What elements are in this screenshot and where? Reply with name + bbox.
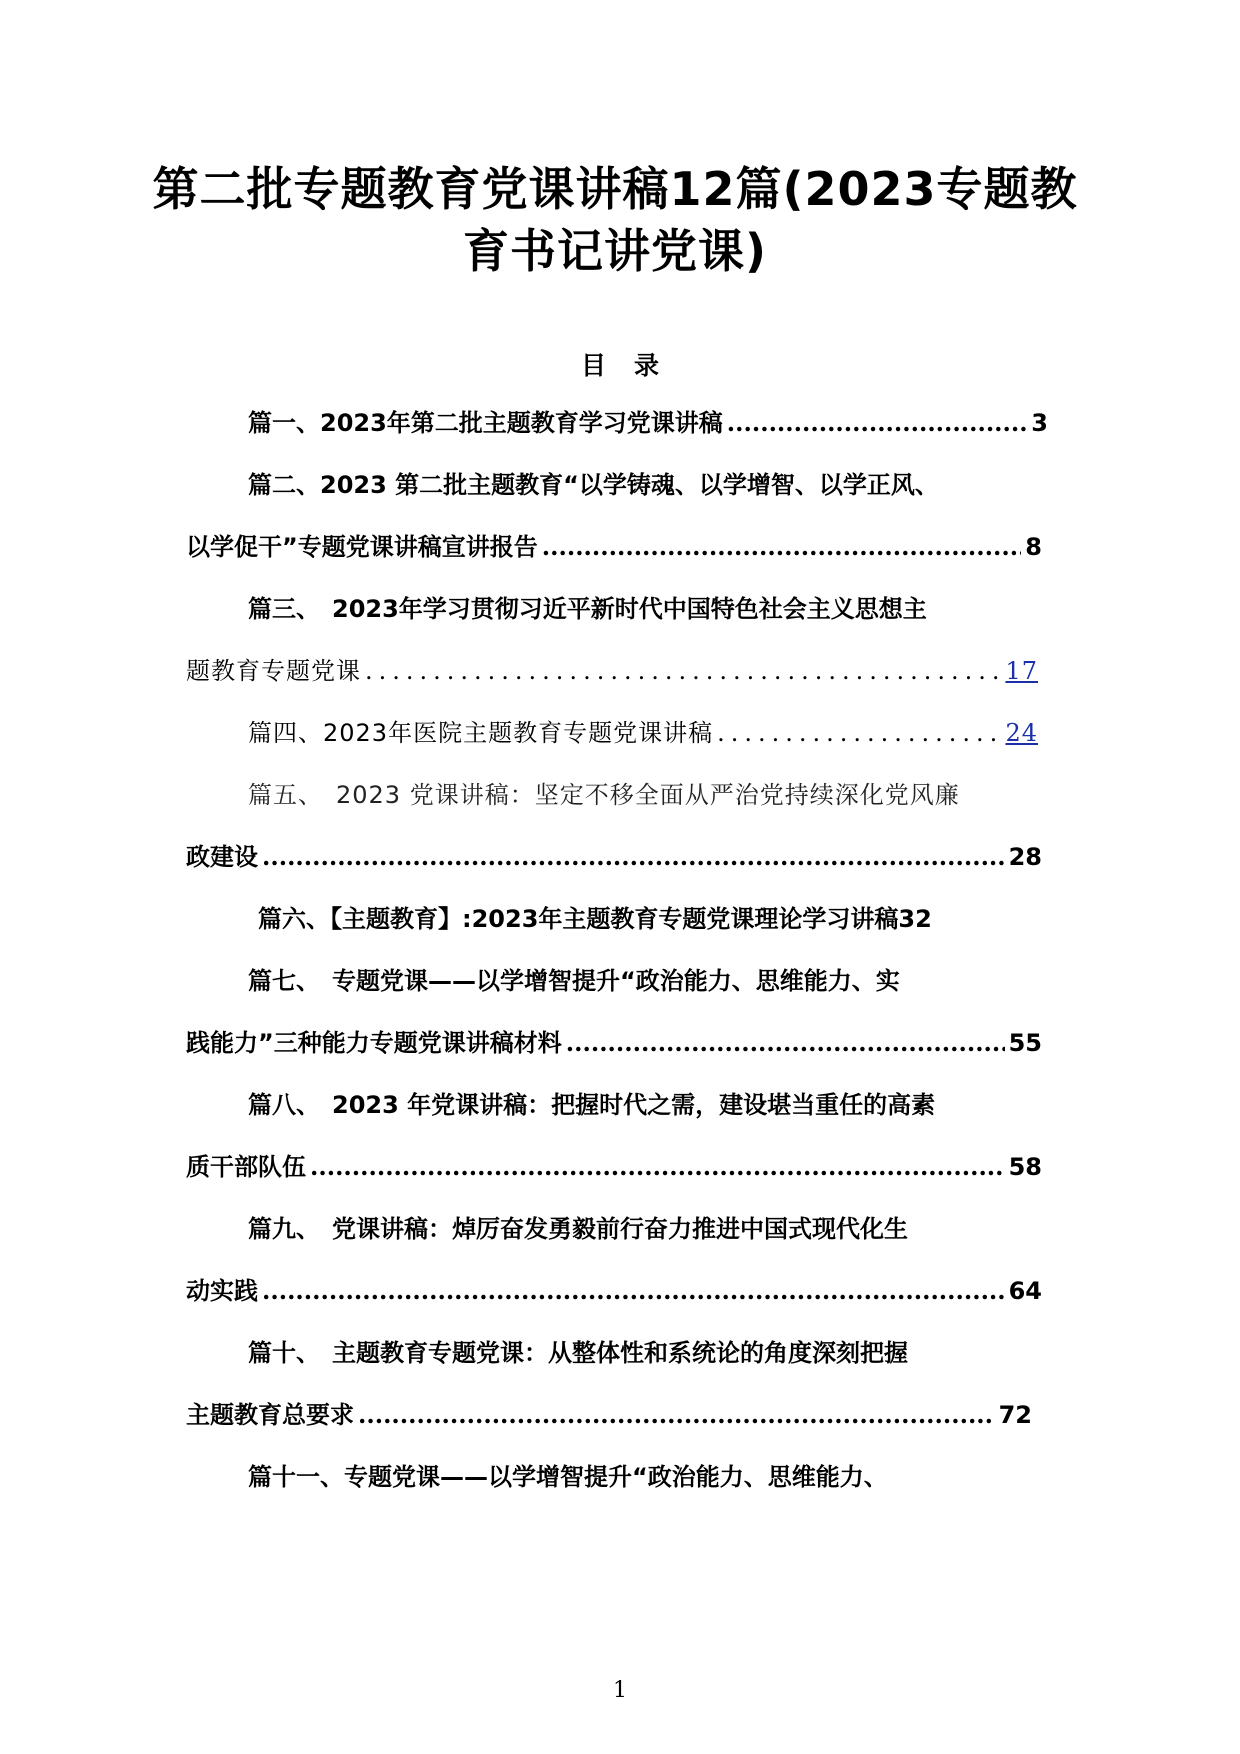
leader-dots bbox=[717, 718, 1001, 748]
leader-dots bbox=[358, 1400, 995, 1430]
leader-dots bbox=[542, 532, 1022, 562]
toc-entry-9[interactable]: 动实践 ..... 64 bbox=[186, 1276, 1042, 1306]
toc-entry-page: 58 bbox=[1008, 1153, 1042, 1181]
toc-entry-4[interactable]: 篇四、2023年医院主题教育专题党课讲稿 ..... 24 bbox=[248, 718, 1038, 748]
toc-entry-11-line-1[interactable]: 篇十一、专题党课——以学增智提升“政治能力、思维能力、 bbox=[248, 1463, 888, 1491]
toc-entry-page: 28 bbox=[1008, 843, 1042, 871]
leader-dots bbox=[262, 1276, 1005, 1306]
toc-entry-7-line-1[interactable]: 篇七、 专题党课——以学增智提升“政治能力、思维能力、实 bbox=[248, 967, 900, 995]
toc-entry-page: 72 bbox=[998, 1401, 1032, 1429]
toc-entry-page: 64 bbox=[1008, 1277, 1042, 1305]
toc-entry-3-line-1[interactable]: 篇三、 2023年学习贯彻习近平新时代中国特色社会主义思想主 bbox=[248, 595, 927, 623]
leader-dots bbox=[262, 842, 1005, 872]
leader-dots bbox=[727, 408, 1028, 438]
document-title-line-1: 第二批专题教育党课讲稿12篇(2023专题教 bbox=[152, 162, 1078, 216]
toc-entry-5[interactable]: 政建设 ..... 28 bbox=[186, 842, 1042, 872]
document-title-line-2: 育书记讲党课) bbox=[462, 224, 768, 278]
toc-entry-page-link[interactable]: 24 bbox=[1005, 719, 1038, 747]
toc-entry-page: 8 bbox=[1025, 533, 1042, 561]
toc-entry-8[interactable]: 质干部队伍 ..... 58 bbox=[186, 1152, 1042, 1182]
toc-entry-10-line-1[interactable]: 篇十、 主题教育专题党课：从整体性和系统论的角度深刻把握 bbox=[248, 1339, 908, 1367]
toc-entry-5-line-1[interactable]: 篇五、 2023 党课讲稿：坚定不移全面从严治党持续深化党风廉 bbox=[248, 781, 960, 809]
toc-entry-10[interactable]: 主题教育总要求 ..... 72 bbox=[186, 1400, 1032, 1430]
leader-dots bbox=[310, 1152, 1005, 1182]
toc-entry-page-link[interactable]: 17 bbox=[1005, 657, 1038, 685]
page-number: 1 bbox=[613, 1678, 627, 1703]
toc-entry-page: 55 bbox=[1008, 1029, 1042, 1057]
toc-entry-2[interactable]: 以学促干”专题党课讲稿宣讲报告 ..... 8 bbox=[186, 532, 1042, 562]
toc-entry-3[interactable]: 题教育专题党课 ..... 17 bbox=[186, 656, 1038, 686]
toc-entry-page: 3 bbox=[1031, 409, 1048, 437]
leader-dots bbox=[566, 1028, 1005, 1058]
toc-entry-1[interactable]: 篇一、2023年第二批主题教育学习党课讲稿 ..... 3 bbox=[248, 408, 1048, 438]
toc-entry-6[interactable]: 篇六、【主题教育】:2023年主题教育专题党课理论学习讲稿32 bbox=[258, 905, 932, 933]
toc-entry-8-line-1[interactable]: 篇八、 2023 年党课讲稿：把握时代之需，建设堪当重任的高素 bbox=[248, 1091, 936, 1119]
toc-entry-2-line-1[interactable]: 篇二、2023 第二批主题教育“以学铸魂、以学增智、以学正风、 bbox=[248, 471, 939, 499]
toc-entry-9-line-1[interactable]: 篇九、 党课讲稿：焯厉奋发勇毅前行奋力推进中国式现代化生 bbox=[248, 1215, 908, 1243]
toc-heading: 目 录 bbox=[580, 351, 660, 380]
toc-entry-7[interactable]: 践能力”三种能力专题党课讲稿材料 ..... 55 bbox=[186, 1028, 1042, 1058]
leader-dots bbox=[365, 656, 1001, 686]
